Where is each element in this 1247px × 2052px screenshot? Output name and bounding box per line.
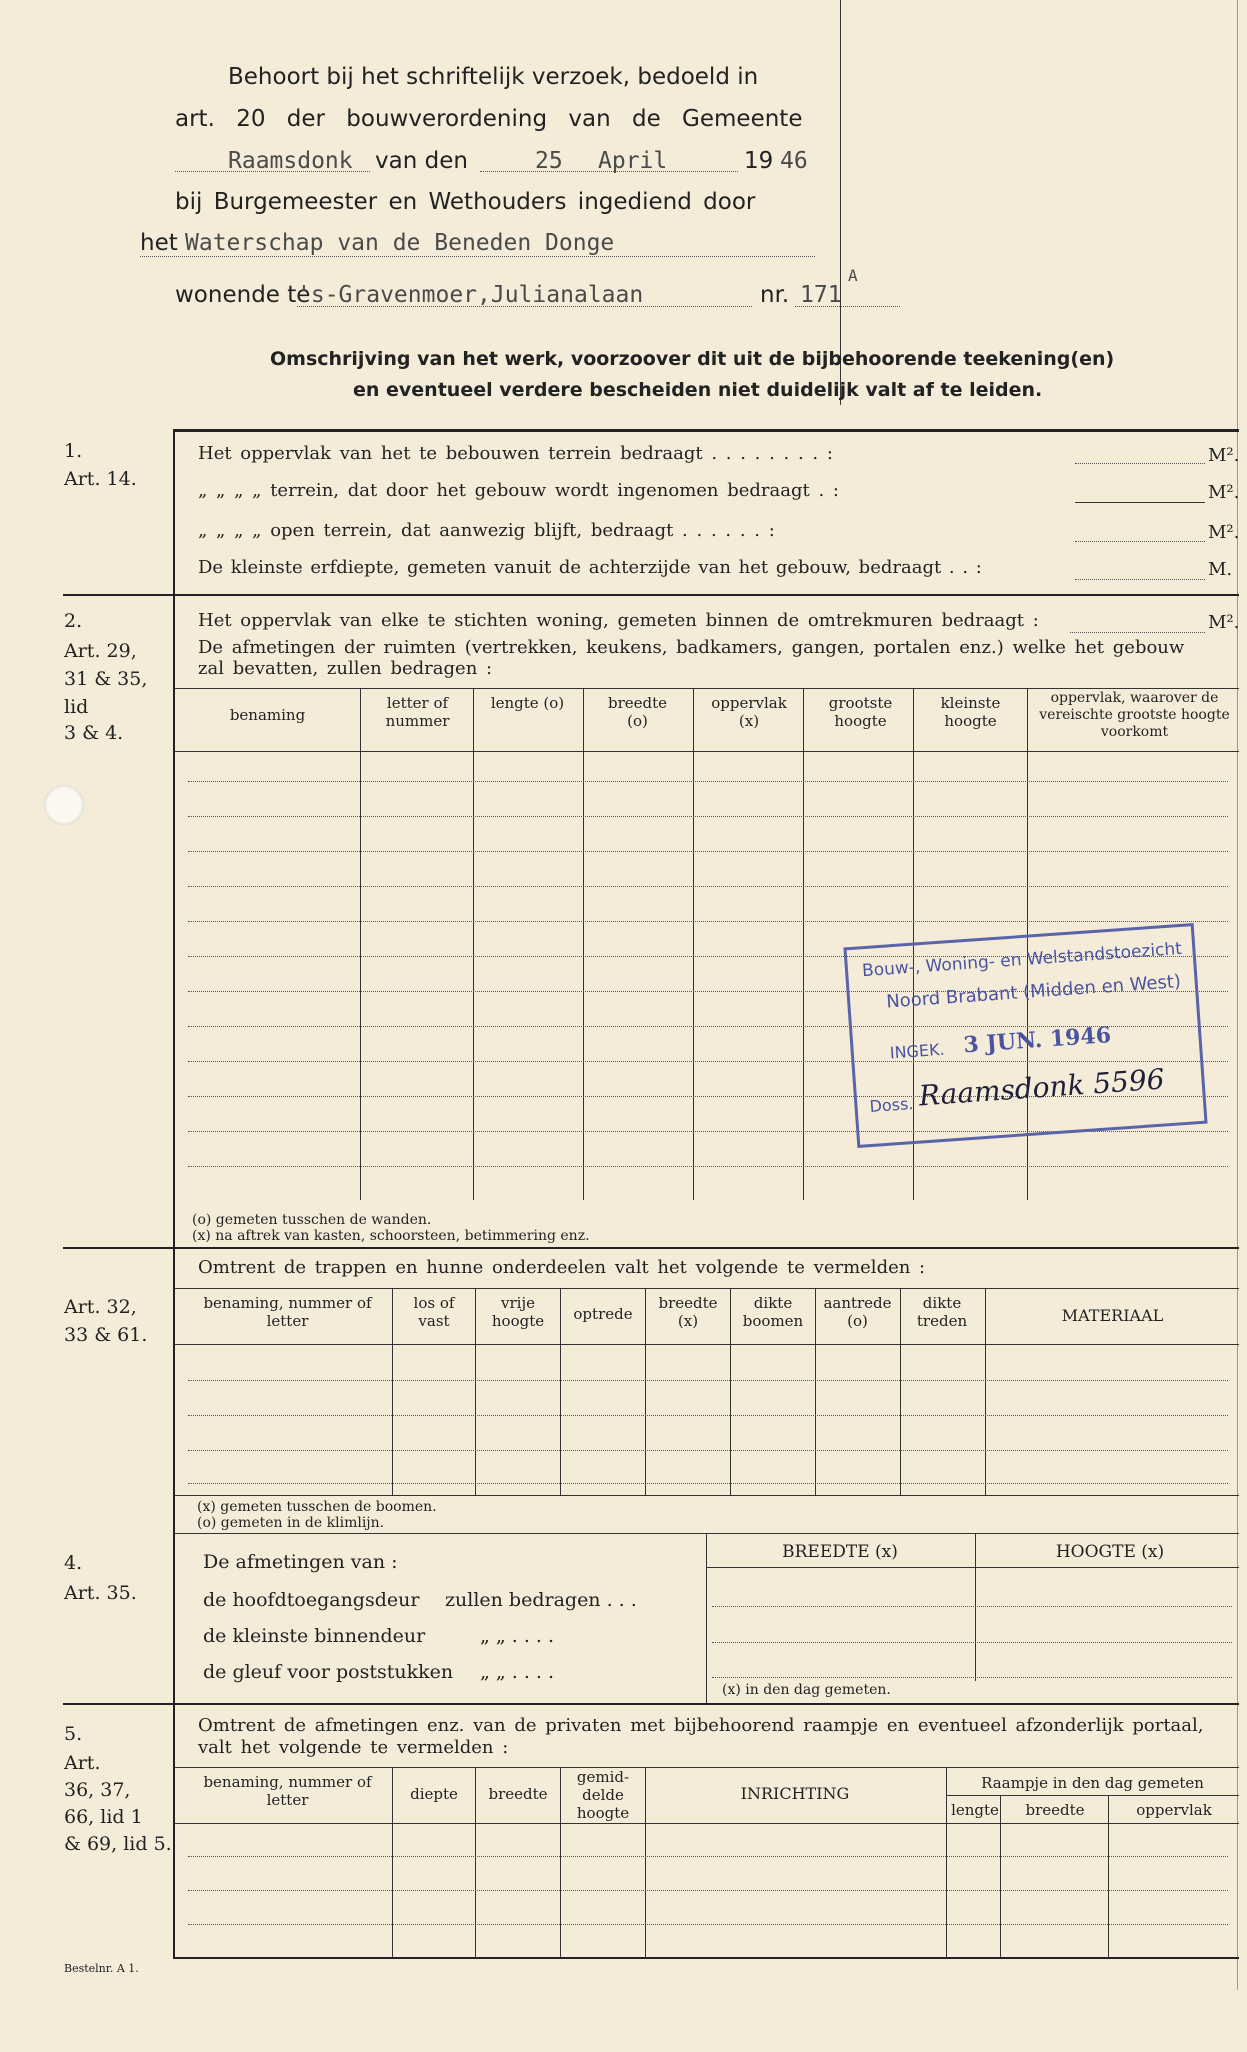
privaten-col-rule <box>392 1767 393 1957</box>
s5-title2: valt het volgende te vermelden : <box>198 1737 509 1758</box>
rooms-row[interactable] <box>188 781 1228 782</box>
address-value: 's-Gravenmoer,Julianalaan <box>297 282 644 308</box>
stairs-col-rule <box>730 1288 731 1495</box>
privaten-col-rule <box>946 1767 947 1957</box>
header-line1: Behoort bij het schriftelijk verzoek, bedoeld in <box>228 64 759 90</box>
rooms-table-top <box>175 688 1239 689</box>
s4-line4: de gleuf voor poststukken <box>203 1661 454 1683</box>
rooms-col-kleinste: kleinste hoogte <box>940 694 1001 730</box>
stairs-col-rule <box>645 1288 646 1495</box>
stairs-col-rule <box>475 1288 476 1495</box>
nr-value: 171 <box>800 282 842 308</box>
stairs-col-rule <box>985 1288 986 1495</box>
stamp-doss: Doss. <box>868 1094 915 1117</box>
rooms-row[interactable] <box>188 921 1228 922</box>
stairs-col-materiaal: MATERIAAL <box>1061 1306 1164 1325</box>
rooms-col-benaming: benaming <box>229 706 306 724</box>
stairs-col-rule <box>815 1288 816 1495</box>
s4-note: (x) in den dag gemeten. <box>722 1682 891 1698</box>
section2-article-2: 31 & 35, <box>64 668 148 690</box>
applicant-value: Waterschap van de Beneden Donge <box>185 230 615 256</box>
s2-value1[interactable] <box>1070 632 1205 633</box>
s1-value3[interactable] <box>1075 541 1205 542</box>
privaten-header-rule <box>175 1823 1239 1824</box>
stamp-date: 3 JUN. 1946 <box>962 1022 1112 1059</box>
rooms-col-oppervlak: oppervlak (x) <box>711 694 787 730</box>
privaten-col-rule <box>1108 1795 1109 1957</box>
privaten-col-breedte: breedte <box>488 1785 548 1803</box>
privaten-col-rule <box>475 1767 476 1957</box>
section5-article-2: 36, 37, <box>64 1779 131 1801</box>
applicant-prefix: het <box>140 230 178 256</box>
section4-article: Art. 35. <box>64 1582 137 1604</box>
rooms-col-rule <box>693 688 694 1200</box>
section4-rule <box>63 1703 1239 1705</box>
rooms-col-letter: letter of nummer <box>385 694 450 730</box>
s4-line1: De afmetingen van : <box>203 1551 398 1573</box>
bestel-number: Bestelnr. A 1. <box>64 1962 139 1975</box>
rooms-col-rule <box>360 688 361 1200</box>
rooms-row[interactable] <box>188 1166 1228 1167</box>
stairs-row[interactable] <box>188 1450 1228 1451</box>
privaten-col-inrichting: INRICHTING <box>740 1784 850 1803</box>
section2-article-1: Art. 29, <box>64 640 137 662</box>
rooms-table-header-rule <box>175 751 1239 752</box>
stairs-table-bottom <box>175 1495 1239 1496</box>
doors-left-rule <box>706 1533 707 1703</box>
nr-label: nr. <box>760 282 790 308</box>
privaten-table-top <box>175 1767 1239 1768</box>
rooms-col-grootste: grootste hoogte <box>828 694 893 730</box>
s2-note2: (x) na aftrek van kasten, schoorsteen, betimmering enz. <box>192 1228 590 1244</box>
intro-rule <box>173 429 1239 432</box>
date-line <box>480 171 738 172</box>
year-suffix: 46 <box>780 148 808 174</box>
stairs-table-header-rule <box>175 1344 1239 1345</box>
s3-title: Omtrent de trappen en hunne onderdeelen valt het volgende te vermelden : <box>198 1257 926 1278</box>
header-line4: bij Burgemeester en Wethouders ingediend door <box>175 189 756 215</box>
s1-unit3: M². <box>1208 522 1240 543</box>
s2-row2b: zal bevatten, zullen bedragen : <box>198 658 493 679</box>
nr-line <box>795 306 900 307</box>
stairs-row[interactable] <box>188 1483 1228 1484</box>
privaten-col-rule <box>1000 1795 1001 1957</box>
privaten-col-diepte: diepte <box>410 1785 458 1803</box>
doors-row-hoofddeur[interactable] <box>712 1606 1232 1607</box>
receipt-stamp <box>843 923 1207 1148</box>
rooms-col-rule <box>583 688 584 1200</box>
stairs-col-aantrede: aantrede (o) <box>823 1294 892 1330</box>
s4-line2: de hoofdtoegangsdeur <box>203 1589 420 1611</box>
s1-unit2: M². <box>1208 482 1240 503</box>
privaten-col-benaming: benaming, nummer of letter <box>203 1773 372 1809</box>
section2-rule <box>63 1247 1239 1249</box>
s4-line2b: zullen bedragen . . . <box>445 1589 637 1611</box>
privaten-col-raam-breedte: breedte <box>1025 1801 1085 1819</box>
rooms-row[interactable] <box>188 851 1228 852</box>
s1-value4[interactable] <box>1075 579 1205 580</box>
van-den-label: van den <box>375 148 468 174</box>
doors-col-hoogte: HOOGTE (x) <box>1055 1542 1165 1562</box>
section3-article-2: 33 & 61. <box>64 1324 148 1346</box>
stairs-col-los: los of vast <box>413 1294 455 1330</box>
intro-line1: Omschrijving van het werk, voorzoover dit uit de bijbehoorende teekening(en) <box>270 348 1115 370</box>
privaten-row[interactable] <box>188 1890 1228 1891</box>
s1-row1: Het oppervlak van het te bebouwen terrein bedraagt . . . . . . . . : <box>198 443 833 464</box>
stairs-col-benaming: benaming, nummer of letter <box>203 1294 372 1330</box>
header-line2: art. 20 der bouwverordening van de Gemeente <box>175 106 803 132</box>
stamp-ingek: INGEK. <box>889 1039 946 1063</box>
section5-article-1: Art. <box>64 1752 101 1774</box>
section2-article-4: 3 & 4. <box>64 722 124 744</box>
rooms-col-vereischt: oppervlak, waarover de vereischte grootste hoogte voorkomt <box>1039 690 1230 740</box>
privaten-col-rule <box>645 1767 646 1957</box>
s1-row4: De kleinste erfdiepte, gemeten vanuit de achterzijde van het gebouw, bedraagt . . : <box>198 557 982 578</box>
section2-article-3: lid <box>64 696 89 718</box>
section5-article-4: & 69, lid 5. <box>64 1833 172 1855</box>
address-line <box>297 306 752 307</box>
applicant-line <box>140 256 815 257</box>
privaten-row[interactable] <box>188 1856 1228 1857</box>
section1-number: 1. <box>64 440 83 462</box>
privaten-group-rule <box>946 1795 1239 1796</box>
s3-note1: (x) gemeten tusschen de boomen. <box>197 1499 437 1515</box>
stairs-col-breedte: breedte (x) <box>658 1294 718 1330</box>
rooms-col-rule <box>803 688 804 1200</box>
privaten-col-lengte: lengte <box>951 1801 999 1819</box>
s1-unit4: M. <box>1208 559 1233 580</box>
doors-header-rule <box>706 1567 1239 1568</box>
privaten-col-raampje: Raampje in den dag gemeten <box>981 1774 1204 1792</box>
stairs-col-rule <box>392 1288 393 1495</box>
s1-value1[interactable] <box>1075 463 1205 464</box>
privaten-col-hoogte: gemid-delde hoogte <box>576 1768 630 1822</box>
privaten-col-rule <box>560 1767 561 1957</box>
doors-row-binnendeur[interactable] <box>712 1642 1232 1643</box>
s1-value2[interactable] <box>1075 502 1205 503</box>
stairs-col-rule <box>560 1288 561 1495</box>
gemeente-value: Raamsdonk <box>228 148 353 174</box>
doors-col-breedte: BREEDTE (x) <box>782 1542 898 1562</box>
rooms-row[interactable] <box>188 816 1228 817</box>
rooms-row[interactable] <box>188 886 1228 887</box>
section3-article-1: Art. 32, <box>64 1296 137 1318</box>
stairs-row[interactable] <box>188 1380 1228 1381</box>
stairs-col-rule <box>900 1288 901 1495</box>
stamp-handwritten: Raamsdonk 5596 <box>917 1062 1166 1113</box>
stairs-col-vrije: vrije hoogte <box>491 1294 545 1330</box>
stairs-row[interactable] <box>188 1415 1228 1416</box>
section5-rule <box>175 1957 1239 1959</box>
stairs-col-dikte-treden: dikte treden <box>916 1294 968 1330</box>
section2-number: 2. <box>64 610 83 632</box>
year-prefix: 19 <box>744 148 774 174</box>
section1-rule <box>63 594 1239 596</box>
punch-hole <box>44 785 84 825</box>
stairs-col-dikte-boomen: dikte boomen <box>742 1294 804 1330</box>
section5-number: 5. <box>64 1723 83 1745</box>
rooms-col-lengte: lengte (o) <box>490 694 565 712</box>
gemeente-line <box>175 171 370 172</box>
s2-note1: (o) gemeten tusschen de wanden. <box>192 1212 432 1228</box>
s2-row1: Het oppervlak van elke te stichten woning, gemeten binnen de omtrekmuren bedraagt : <box>198 610 1039 631</box>
stamp-line1: Bouw-, Woning- en Welstandstoezicht <box>861 938 1183 982</box>
right-edge-rule <box>1237 0 1238 1990</box>
day-value: 25 <box>535 148 563 174</box>
month-value: April <box>598 148 668 174</box>
privaten-col-oppervlak: oppervlak <box>1136 1801 1212 1819</box>
s1-row3: „ „ „ „ open terrein, dat aanwezig blijft, bedraagt . . . . . . : <box>198 520 775 541</box>
stamp-line2: Noord Brabant (Midden en West) <box>885 971 1182 1013</box>
doors-mid-rule <box>975 1533 976 1681</box>
s4-line3b: „ „ . . . . <box>480 1625 555 1647</box>
stairs-table-top <box>175 1288 1239 1289</box>
stairs-col-optrede: optrede <box>573 1305 633 1323</box>
section4-number: 4. <box>64 1552 83 1574</box>
intro-line2: en eventueel verdere bescheiden niet duidelijk valt af te leiden. <box>353 379 1043 401</box>
s2-row2a: De afmetingen der ruimten (vertrekken, keukens, badkamers, gangen, portalen enz.) welke het gebouw <box>198 637 1185 658</box>
wonende-label: wonende te <box>175 282 311 308</box>
s4-line4b: „ „ . . . . <box>480 1661 555 1683</box>
left-column-rule <box>173 429 175 1959</box>
s1-row2: „ „ „ „ terrein, dat door het gebouw wordt ingenomen bedraagt . : <box>198 480 839 501</box>
s1-unit1: M². <box>1208 445 1240 466</box>
s5-title1: Omtrent de afmetingen enz. van de privaten met bijbehoorend raampje en eventueel afzonderlijk portaal, <box>198 1715 1204 1736</box>
rooms-col-rule <box>473 688 474 1200</box>
section5-article-3: 66, lid 1 <box>64 1806 143 1828</box>
top-divider <box>840 0 841 405</box>
nr-suffix: A <box>848 266 858 285</box>
privaten-row[interactable] <box>188 1924 1228 1925</box>
doors-row-gleuf[interactable] <box>712 1677 1232 1678</box>
s2-unit1: M². <box>1208 612 1240 633</box>
rooms-col-breedte: breedte (o) <box>607 694 668 730</box>
s3-note2: (o) gemeten in de klimlijn. <box>197 1515 385 1531</box>
s4-line3: de kleinste binnendeur <box>203 1625 426 1647</box>
section3-rule <box>175 1533 1239 1534</box>
section1-article: Art. 14. <box>64 468 137 490</box>
